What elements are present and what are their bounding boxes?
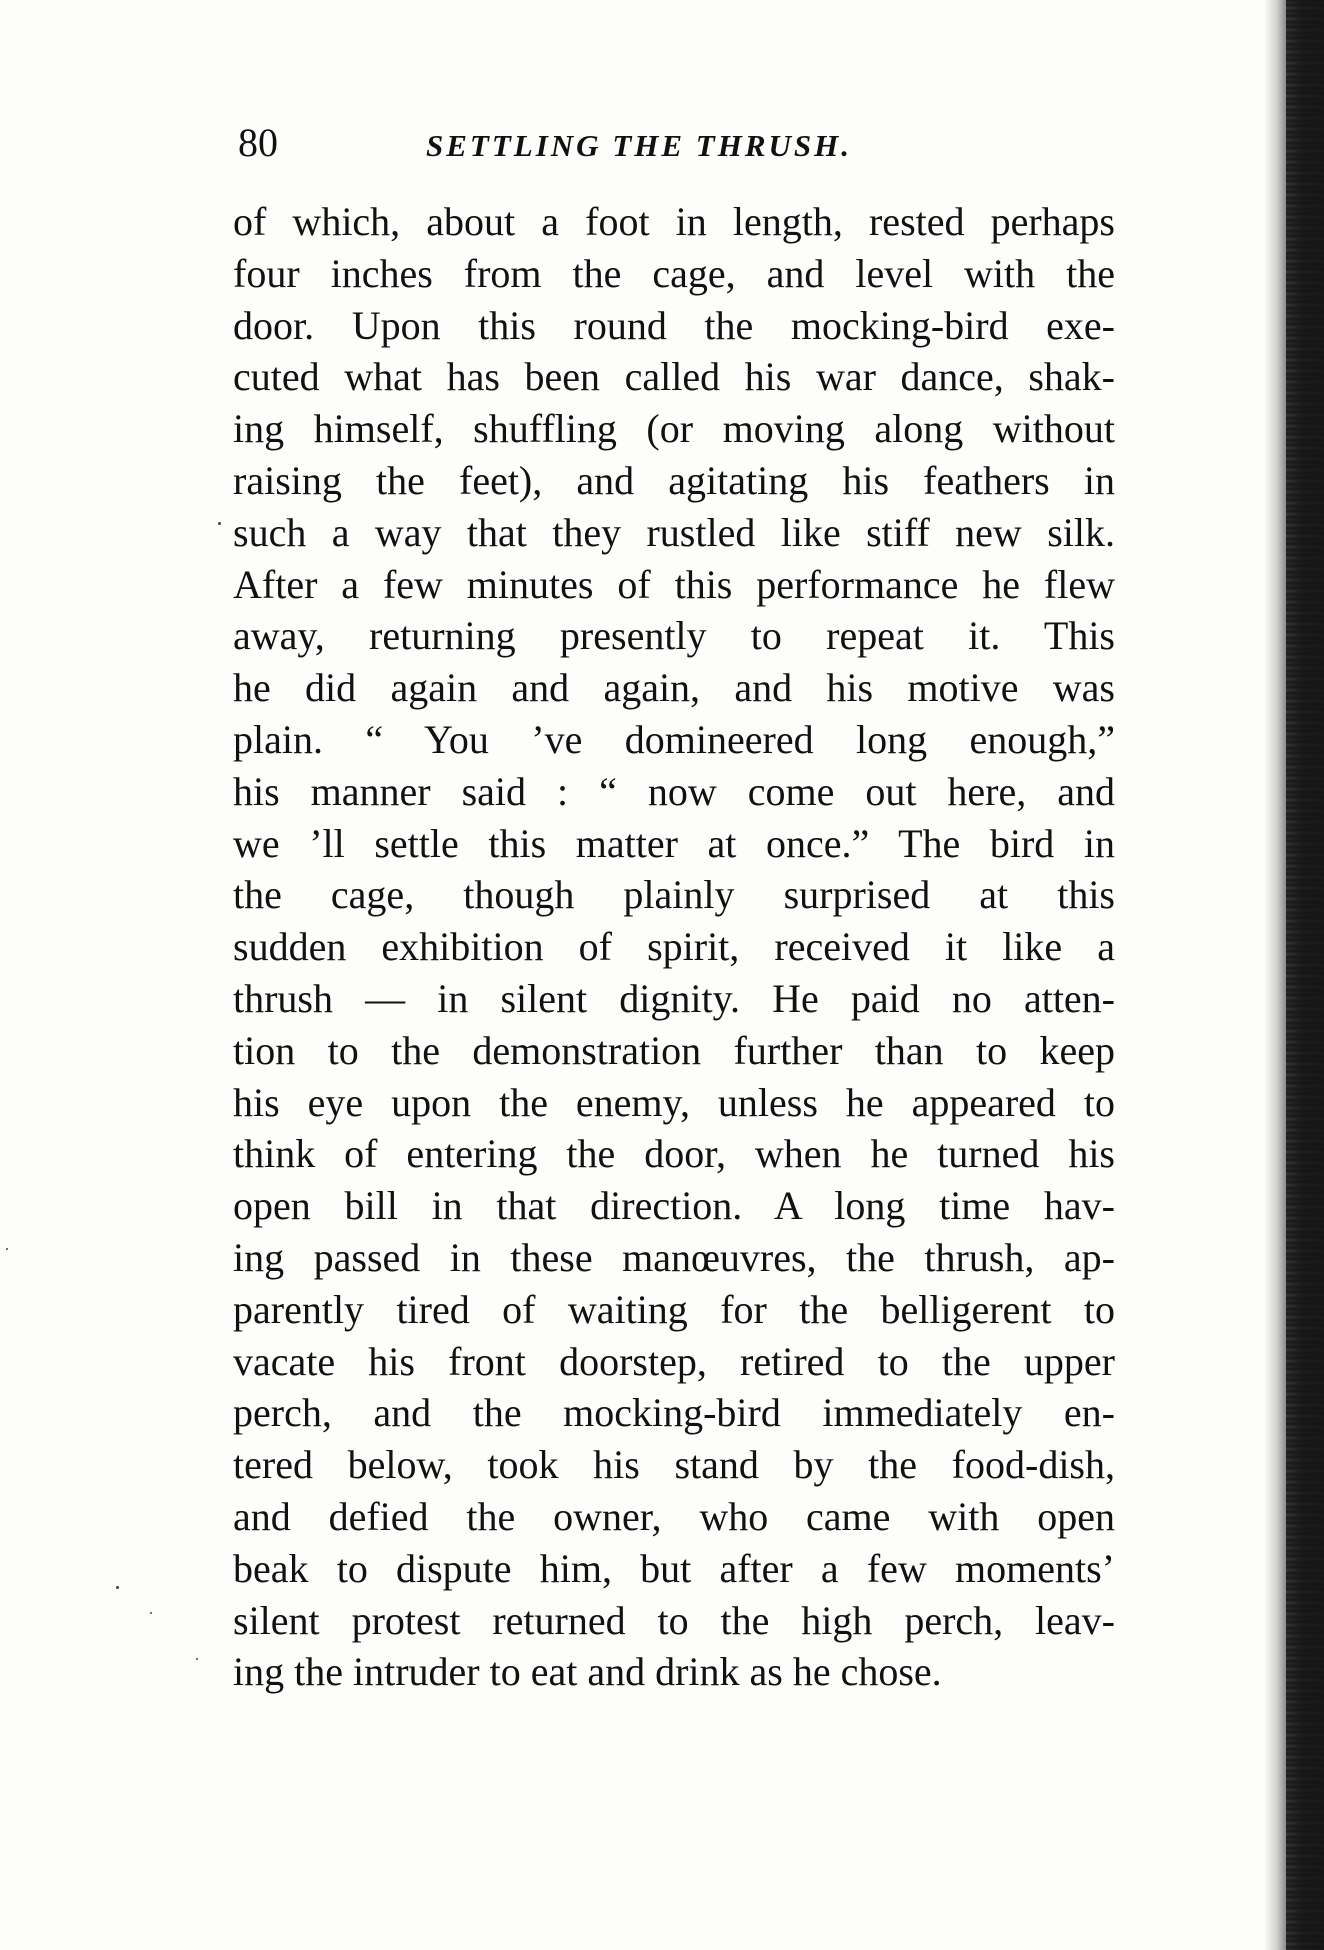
page-header [238, 118, 1138, 168]
text-line: his manner said : “ now come out here, and [233, 768, 1115, 814]
running-head: SETTLING THE THRUSH. [426, 128, 853, 163]
paper-speck [150, 1612, 152, 1614]
text-line: away, returning presently to repeat it. This [233, 613, 1115, 659]
text-line: he did again and again, and his motive was [233, 665, 1115, 711]
text-line: tered below, took his stand by the food-dish, [233, 1442, 1115, 1488]
text-line: ing passed in these manœuvres, the thrush, ap- [233, 1234, 1115, 1280]
text-line: silent protest returned to the high perch, leav- [233, 1597, 1115, 1643]
text-line: think of entering the door, when he turned his [233, 1131, 1115, 1177]
text-line: thrush — in silent dignity. He paid no atten- [233, 975, 1115, 1021]
text-line: cuted what has been called his war dance, shak- [233, 354, 1115, 400]
binding-shadow [1264, 0, 1286, 1950]
paper-speck [6, 1248, 8, 1250]
text-line: raising the feet), and agitating his feathers in [233, 457, 1115, 503]
text-line: perch, and the mocking-bird immediately en- [233, 1390, 1115, 1436]
text-line: such a way that they rustled like stiff new silk. [233, 509, 1115, 555]
page-number: 80 [238, 120, 278, 165]
text-line: sudden exhibition of spirit, received it like a [233, 924, 1115, 970]
text-line: plain. “ You ’ve domineered long enough,” [233, 716, 1115, 762]
text-line: four inches from the cage, and level with the [233, 250, 1115, 296]
text-line: door. Upon this round the mocking-bird exe- [233, 302, 1115, 348]
text-line: tion to the demonstration further than to keep [233, 1027, 1115, 1073]
paper-speck [196, 1658, 198, 1660]
paper-speck [218, 522, 221, 525]
paper-speck [116, 1586, 119, 1589]
body-paragraph [233, 196, 1115, 1698]
binding-edge [1286, 0, 1324, 1950]
text-line: of which, about a foot in length, rested perhaps [233, 199, 1115, 244]
text-line: beak to dispute him, but after a few moments’ [233, 1545, 1115, 1591]
text-line: ing himself, shuffling (or moving along without [233, 406, 1115, 452]
text-line: and defied the owner, who came with open [233, 1493, 1115, 1539]
text-line: we ’ll settle this matter at once.” The bird in [233, 820, 1115, 866]
text-line: After a few minutes of this performance he flew [233, 561, 1115, 607]
text-line: his eye upon the enemy, unless he appeared to [233, 1079, 1115, 1125]
text-line: the cage, though plainly surprised at this [233, 872, 1115, 918]
text-line: open bill in that direction. A long time hav- [233, 1183, 1115, 1229]
text-line: parently tired of waiting for the belligerent to [233, 1286, 1115, 1332]
text-line: ing the intruder to eat and drink as he chose. [233, 1649, 942, 1695]
text-line: vacate his front doorstep, retired to the upper [233, 1338, 1115, 1384]
